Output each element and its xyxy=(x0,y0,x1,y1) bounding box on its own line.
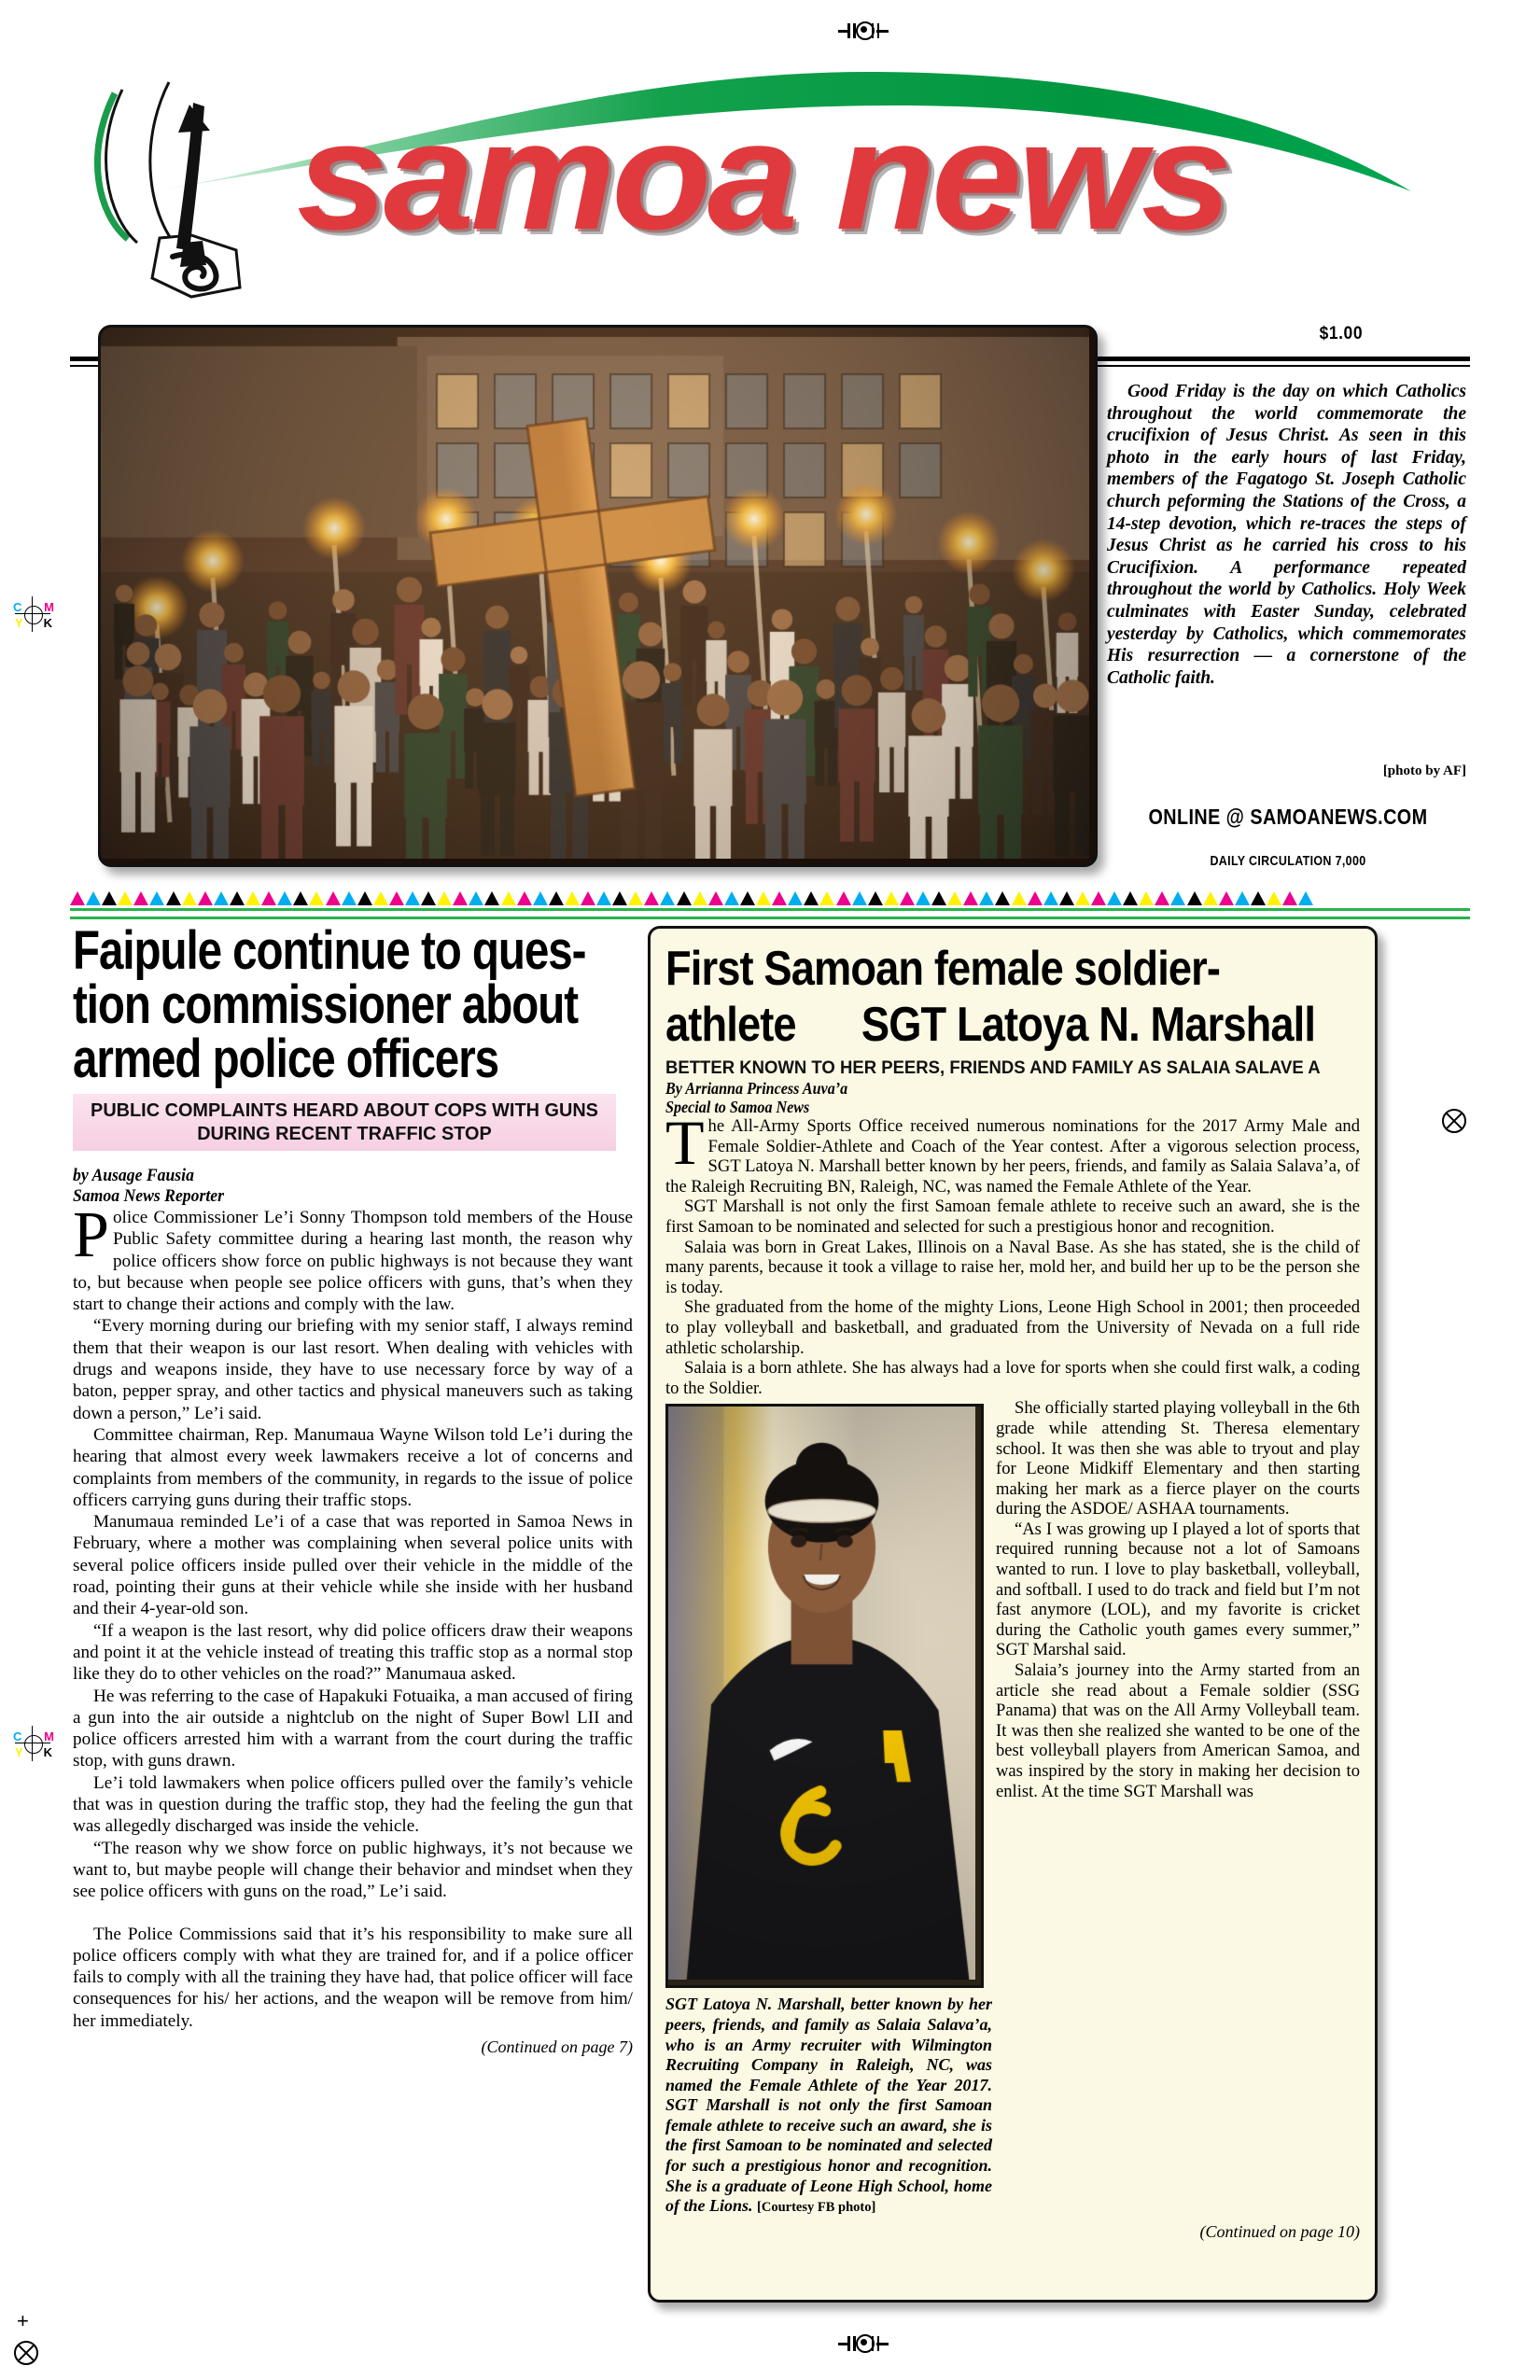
divider-triangle xyxy=(644,891,659,905)
right-story-headline xyxy=(665,941,1372,1053)
divider-triangle xyxy=(1235,891,1250,905)
divider-triangle xyxy=(1298,891,1313,905)
right-story-box xyxy=(648,926,1378,2303)
divider-triangle xyxy=(517,891,532,905)
divider-triangle xyxy=(245,891,260,905)
divider-triangle xyxy=(453,891,468,905)
left-headline-line1: Faipule continue to ques- xyxy=(73,920,586,981)
hero-photo-caption xyxy=(1107,381,1466,689)
divider-triangle xyxy=(1251,891,1266,905)
cmyk-m-label: M xyxy=(44,600,54,614)
cmyk-y-label: Y xyxy=(15,616,23,630)
right-story-narrow-paragraph: Salaia’s journey into the Army started from an article she read about a Female soldier (SSG Panama) that was on the All Army Volleyball team. It was then she realized she wanted to be one of the best volleyball players from American Samoa, and was inspired by the story in making her decision to enlist. At the time SGT Marshall was xyxy=(996,1660,1360,1801)
left-story-paragraph: Committee chairman, Rep. Manumaua Wayne Wilson told Le’i during the hearing that almost every week lawmakers receive a lot of concerns and complaints from members of the community, in regards to the issue of police officers carrying guns during their traffic stops. xyxy=(73,1424,633,1510)
divider-triangle xyxy=(389,891,404,905)
hero-caption-text: Good Friday is the day on which Catholics throughout the world commemorate the crucifixion of Jesus Christ. As seen in this photo in the early hours of last Friday, members of the Fagatogo St. Joseph Catholic church peforming the Stations of the Cross, a 14-step devotion, which re-traces the steps of Jesus Christ as he carried his cross to his Crucifixion. A performance repeated throughout the world by Catholics. Holy Week culminates with Easter Sunday, celebrated yesterday by Catholics, which commemorates His resurrection — a cornerstone of the Catholic faith. xyxy=(1107,382,1466,688)
right-story-paragraph: Salaia is a born athlete. She has always had a love for sports when she could first walk, a coding to the Soldier. xyxy=(665,1358,1360,1398)
soldier-photo-credit: [Courtesy FB photo] xyxy=(757,2200,876,2216)
right-story-continued[interactable]: (Continued on page 10) xyxy=(1199,2221,1360,2241)
cmyk-registration-mark-lower xyxy=(11,1722,54,1765)
divider-triangle xyxy=(70,891,85,905)
divider-triangle xyxy=(596,891,611,905)
divider-triangle xyxy=(149,891,164,905)
left-byline-author: by Ausage Fausia xyxy=(73,1166,194,1185)
daily-circulation-label: DAILY CIRCULATION 7,000 xyxy=(1210,854,1366,869)
masthead xyxy=(0,51,1540,343)
cmyk-c-label: C xyxy=(13,600,22,614)
divider-triangle xyxy=(214,891,229,905)
divider-triangle xyxy=(708,891,723,905)
cmyk-c-label: C xyxy=(13,1729,22,1743)
right-story-narrow-paragraph: She officially started playing volleyball in the 6th grade while attending St. Theresa elementary school. It was then she was able to tryout and play for Leone Midkiff Elementary and then starting making her mark as a fierce player on the courts during the ASDOE/ ASHAA tournaments. xyxy=(996,1398,1360,1519)
left-story-paragraph: “If a weapon is the last resort, why did police officers draw their weapons and point it at the vehicle instead of treating this traffic stop as a normal stop like they do to other vehicles on the road?” Manumaua asked. xyxy=(73,1620,633,1685)
divider-triangle xyxy=(309,891,324,905)
divider-triangle xyxy=(1203,891,1218,905)
divider-triangle xyxy=(565,891,580,905)
left-story-paragraph: He was referring to the case of Hapakuki Fotuaika, a man accused of firing a gun into the air outside a nightclub on the night of Super Bowl LII and police officers arrested him with a warrant from the court during the traffic stop, with guns drawn. xyxy=(73,1686,633,1771)
divider-triangle xyxy=(86,891,101,905)
divider-triangle xyxy=(166,891,181,905)
divider-triangle xyxy=(1170,891,1185,905)
left-story-body xyxy=(73,1199,633,2032)
right-story-paragraph: The All-Army Sports Office received numerous nominations for the 2017 Army Male and Female Soldier-Athlete and Coach of the Year contest. After a vigorous selection process, SGT Latoya N. Marshall better known by her peers, friends, and family as Salaia Salava’a, of the Raleigh Recruiting BN, Raleigh, NC, was named the Female Athlete of the Year. xyxy=(665,1107,1360,1197)
left-story-paragraph: Manumaua reminded Le’i of a case that was reported in Samoa News in February, where a mother was complaining when several police units with several police officers inside pulled over their vehicle in the middle of the road, pointing their guns at their vehicle while she inside with her husband and their 4-year-old son. xyxy=(73,1512,633,1619)
right-story-narrow-paragraph: “As I was growing up I played a lot of sports that required running because not a lot of Samoans wanted to run. I love to play basketball, volleyball, and softball. I used to do track and field but I’m not fast anymore (LOL), and my favorite is cricket during the Catholic youth games every summer,” SGT Marshal said. xyxy=(996,1519,1360,1660)
right-headline-line1: First Samoan female soldier- xyxy=(665,942,1221,996)
divider-triangle xyxy=(198,891,213,905)
cmyk-registration-mark-upper xyxy=(11,593,54,636)
soldier-caption-text: SGT Latoya N. Marshall, better known by her peers, friends, and family as Salaia Salava’a, who is an Army recruiter with Wilmington Recruiting Company in Raleigh, NC, was named the Female Athlete of the Year 2017. SGT Marshall is not only the first Samoan female athlete to receive such an award, she is the first Samoan to be nominated and selected for such a prestigious honor and recognition. She is a graduate of Leone High School, home of the Lions. xyxy=(665,1995,992,2216)
divider-triangle xyxy=(1012,891,1027,905)
divider-triangle xyxy=(182,891,197,905)
divider-triangle xyxy=(693,891,707,905)
divider-triangle xyxy=(819,891,834,905)
registration-mark-top xyxy=(838,21,889,41)
crossed-circle-mark-bottom-left xyxy=(14,2341,38,2365)
crossed-circle-mark-right xyxy=(1442,1109,1466,1133)
divider-triangle xyxy=(947,891,962,905)
left-story xyxy=(73,920,633,2057)
divider-triangle xyxy=(469,891,483,905)
divider-triangle xyxy=(1059,891,1074,905)
right-story-subhead: BETTER KNOWN TO HER PEERS, FRIENDS AND FAMILY AS SALAIA SALAVE A xyxy=(665,1057,1321,1078)
divider-triangle xyxy=(836,891,851,905)
divider-triangle xyxy=(884,891,899,905)
divider-triangle xyxy=(804,891,819,905)
divider-triangle xyxy=(628,891,643,905)
divider-triangle xyxy=(484,891,499,905)
left-story-paragraph: Le’i told lawmakers when police officers pulled over the family’s vehicle that was in question during the traffic stop, they had the feeling the gun that was allegedly discharged was inside the vehicle. xyxy=(73,1772,633,1837)
left-story-continued[interactable]: (Continued on page 7) xyxy=(481,2037,633,2056)
divider-triangle xyxy=(772,891,787,905)
divider-triangle xyxy=(1187,891,1202,905)
divider-triangle xyxy=(230,891,245,905)
divider-triangle xyxy=(1028,891,1043,905)
left-headline-line2: tion commissioner about xyxy=(73,974,578,1035)
divider-triangle xyxy=(963,891,978,905)
left-story-paragraph: “Every morning during our briefing with my senior staff, I always remind them that their weapon is our last resort. When dealing with vehicles with drugs and weapons inside, they have to use necessary force by way of a baton, pepper spray, and other tactics and physical maneuvers such as taking down a person,” Le’i said. xyxy=(73,1316,633,1423)
divider-triangle xyxy=(533,891,548,905)
green-rule-bottom xyxy=(70,917,1470,919)
divider-triangle xyxy=(373,891,388,905)
right-byline-role: Special to Samoa News xyxy=(665,1098,810,1116)
divider-triangle xyxy=(261,891,276,905)
right-byline-author: By Arrianna Princess Auva’a xyxy=(665,1079,848,1098)
left-headline-line3: armed police officers xyxy=(73,1029,499,1089)
divider-triangle xyxy=(852,891,867,905)
divider-triangle xyxy=(931,891,946,905)
cmyk-triangle-divider xyxy=(70,891,1470,906)
divider-triangle xyxy=(900,891,915,905)
divider-triangle xyxy=(342,891,357,905)
hero-photo-credit: [photo by AF] xyxy=(1382,763,1466,778)
right-headline-line2: athlete SGT Latoya N. Marshall xyxy=(665,998,1316,1052)
divider-triangle xyxy=(549,891,564,905)
left-story-paragraph: “The reason why we show force on public highways, it’s not because we want to, but maybe people will change their behavior and mindset when they see police officers with guns on the road,” Le’i said. xyxy=(73,1838,633,1902)
cmyk-m-label: M xyxy=(44,1729,54,1743)
divider-triangle xyxy=(995,891,1010,905)
cmyk-k-label: K xyxy=(43,616,52,630)
divider-triangle xyxy=(277,891,292,905)
masthead-price: $1.00 xyxy=(1319,324,1364,343)
divider-triangle xyxy=(612,891,627,905)
divider-triangle xyxy=(740,891,755,905)
divider-triangle xyxy=(102,891,117,905)
divider-triangle xyxy=(979,891,994,905)
divider-triangle xyxy=(756,891,771,905)
divider-triangle xyxy=(581,891,595,905)
left-byline-role: Samoa News Reporter xyxy=(73,1186,224,1206)
right-story-paragraph: She graduated from the home of the mighty Lions, Leone High School in 2001; then proceeded to play volleyball and basketball, and graduated from the University of Nevada on a full ride athletic scholarship. xyxy=(665,1297,1360,1358)
cmyk-k-label: K xyxy=(43,1745,52,1759)
divider-triangle xyxy=(1139,891,1154,905)
divider-triangle xyxy=(133,891,148,905)
divider-triangle xyxy=(437,891,452,905)
divider-triangle xyxy=(421,891,436,905)
divider-triangle xyxy=(1043,891,1058,905)
left-story-headline xyxy=(73,920,632,1089)
divider-triangle xyxy=(1123,891,1138,905)
online-url-label[interactable]: ONLINE @ SAMOANEWS.COM xyxy=(1148,805,1428,829)
divider-triangle xyxy=(293,891,308,905)
divider-triangle xyxy=(1219,891,1234,905)
divider-triangle xyxy=(118,891,133,905)
hero-photo-stations-of-the-cross xyxy=(98,325,1098,867)
divider-triangle xyxy=(788,891,803,905)
left-story-paragraph: The Police Commissions said that it’s his responsibility to make sure all police officers comply with what they are trained for, and if a police officer fails to comply with all the training they have had, that police officer will face consequences for his/ her actions, and the weapon will be remove from him/ her immediately. xyxy=(73,1924,633,2031)
divider-triangle xyxy=(1155,891,1169,905)
divider-triangle xyxy=(501,891,516,905)
divider-triangle xyxy=(868,891,883,905)
right-story-paragraph: SGT Marshall is not only the first Samoan female athlete to receive such an award, she is the first Samoan to be nominated and selected for such a prestigious honor and recognition. xyxy=(665,1197,1360,1237)
green-rule-top xyxy=(70,908,1470,911)
divider-triangle xyxy=(1282,891,1297,905)
divider-triangle xyxy=(1091,891,1106,905)
masthead-title: samoa news xyxy=(297,90,1228,261)
divider-triangle xyxy=(1075,891,1090,905)
divider-triangle xyxy=(326,891,341,905)
divider-triangle xyxy=(660,891,675,905)
right-story-paragraph: Salaia was born in Great Lakes, Illinois on a Naval Base. As she has stated, she is the child of many parents, because it took a village to raise her, mold her, and build her up to be the person she is today. xyxy=(665,1237,1360,1297)
divider-triangle xyxy=(1267,891,1281,905)
divider-triangle xyxy=(405,891,420,905)
left-story-dropcap: P xyxy=(73,1199,109,1271)
soldier-photo-caption xyxy=(665,1995,992,2219)
registration-mark-bottom xyxy=(838,2333,889,2354)
crop-plus-mark: + xyxy=(17,2309,29,2332)
divider-triangle xyxy=(357,891,372,905)
divider-triangle xyxy=(724,891,739,905)
right-story-dropcap: T xyxy=(665,1107,705,1178)
cmyk-y-label: Y xyxy=(15,1745,23,1759)
soldier-athlete-photo xyxy=(665,1404,984,1988)
divider-triangle xyxy=(1107,891,1122,905)
right-story-byline xyxy=(665,1079,1304,1116)
left-story-paragraph: Police Commissioner Le’i Sonny Thompson told members of the House Public Safety committee during a hearing last month, the reason why police officers show force on public highways is not because they want to, but because when people see police officers with guns, that’s when they start to change their actions and comply with the law. xyxy=(73,1199,633,1315)
divider-triangle xyxy=(677,891,692,905)
divider-triangle xyxy=(916,891,931,905)
left-story-byline xyxy=(73,1166,594,1207)
left-story-kicker: PUBLIC COMPLAINTS HEARD ABOUT COPS WITH GUNS DURING RECENT TRAFFIC STOP xyxy=(73,1094,616,1151)
